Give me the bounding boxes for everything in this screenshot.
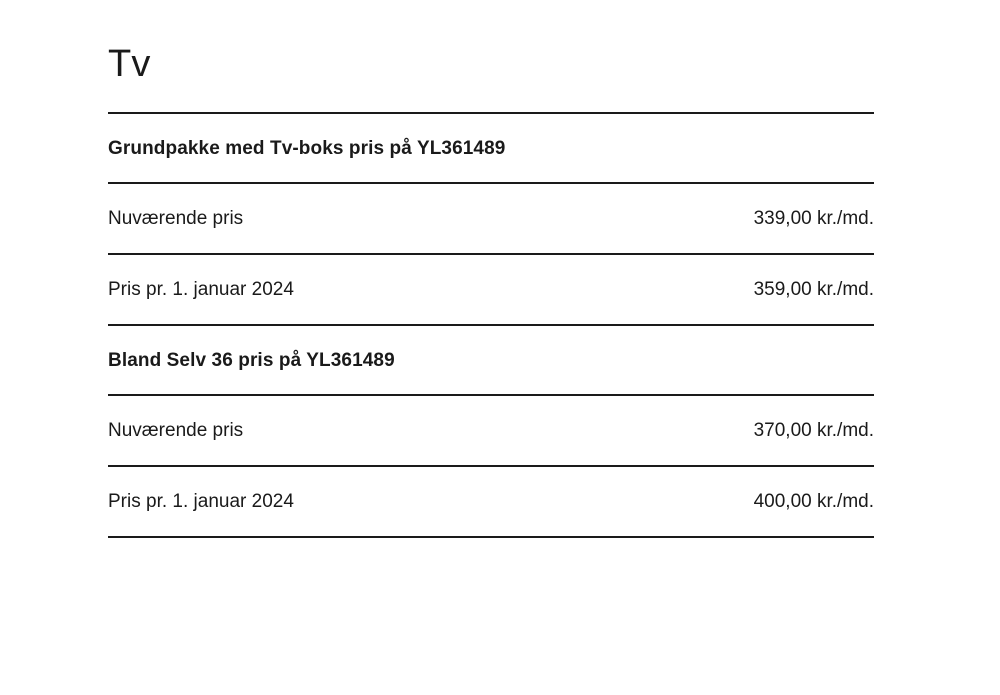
price-overview bbox=[108, 44, 874, 538]
table-row bbox=[108, 396, 874, 465]
row-label: Pris pr. 1. januar 2024 bbox=[108, 490, 294, 512]
row-label: Nuværende pris bbox=[108, 419, 244, 441]
divider bbox=[108, 536, 874, 538]
row-value: 339,00 kr./md. bbox=[753, 207, 874, 229]
table-row bbox=[108, 467, 874, 536]
row-value: 400,00 kr./md. bbox=[753, 490, 874, 512]
table-row bbox=[108, 184, 874, 253]
row-value: 370,00 kr./md. bbox=[753, 419, 874, 441]
section-heading-grundpakke: Grundpakke med Tv-boks pris på YL361489 bbox=[108, 137, 506, 159]
page-title: Tv bbox=[108, 43, 151, 85]
table-row bbox=[108, 255, 874, 324]
row-label: Nuværende pris bbox=[108, 207, 244, 229]
section-heading-bland-selv: Bland Selv 36 pris på YL361489 bbox=[108, 349, 395, 371]
row-value: 359,00 kr./md. bbox=[753, 278, 874, 300]
row-label: Pris pr. 1. januar 2024 bbox=[108, 278, 294, 300]
